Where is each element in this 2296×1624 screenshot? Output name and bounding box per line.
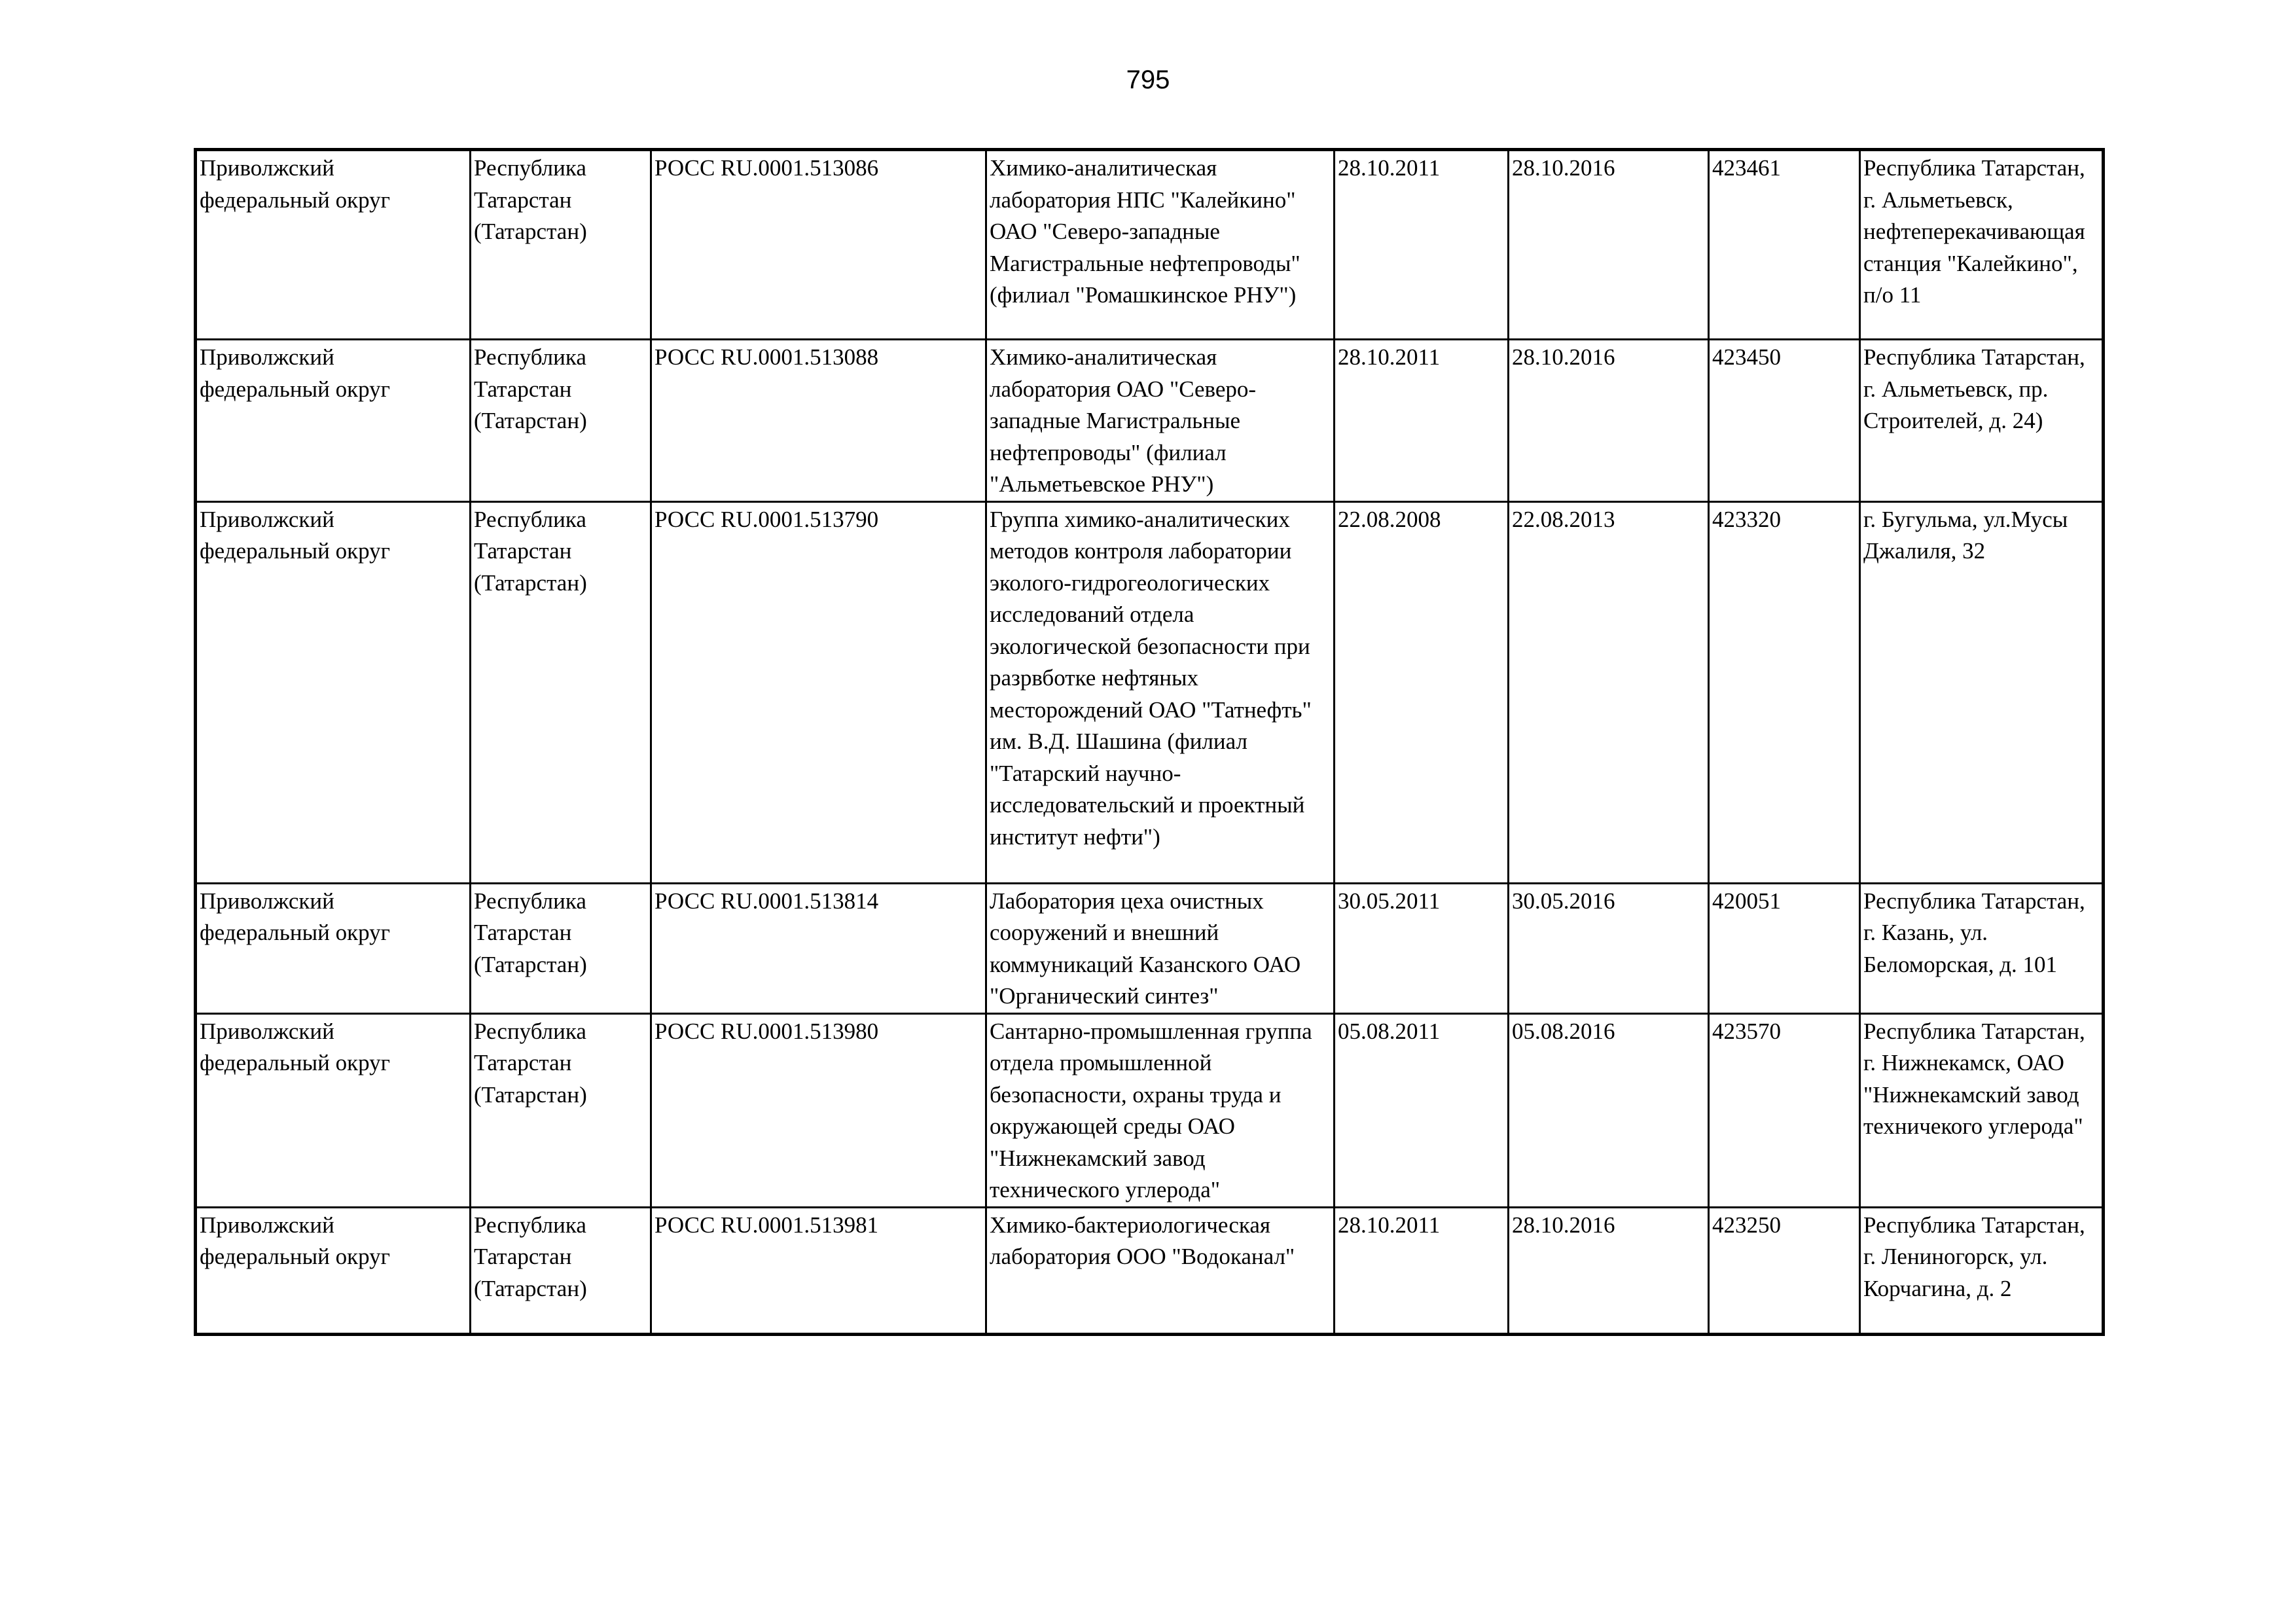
cell-address: Республика Татарстан, г. Казань, ул. Беломорская, д. 101 [1860,883,2104,1013]
cell-date-to: 28.10.2016 [1509,340,1709,502]
cell-date-to: 28.10.2016 [1509,150,1709,340]
laboratory-registry-table [194,148,2105,1336]
cell-certificate-number: РОСС RU.0001.513981 [651,1207,986,1334]
cell-date-from: 22.08.2008 [1335,501,1509,883]
table-row [196,883,2104,1013]
cell-region: Республика Татарстан (Татарстан) [471,1207,651,1334]
table-row [196,150,2104,340]
cell-date-from: 28.10.2011 [1335,1207,1509,1334]
cell-address: г. Бугульма, ул.Мусы Джалиля, 32 [1860,501,2104,883]
cell-region: Республика Татарстан (Татарстан) [471,883,651,1013]
cell-certificate-number: РОСС RU.0001.513088 [651,340,986,502]
cell-federal-district: Приволжский федеральный округ [196,883,471,1013]
table-row [196,501,2104,883]
cell-certificate-number: РОСС RU.0001.513814 [651,883,986,1013]
cell-address: Республика Татарстан, г. Лениногорск, ул. Корчагина, д. 2 [1860,1207,2104,1334]
cell-federal-district: Приволжский федеральный округ [196,340,471,502]
page-number: 795 [1126,65,1170,94]
cell-laboratory-name: Химико-аналитическая лаборатория ОАО "Северо-западные Магистральные нефтепроводы" (филиал "Альметьевское РНУ") [986,340,1335,502]
cell-postal-code: 420051 [1709,883,1860,1013]
cell-region: Республика Татарстан (Татарстан) [471,501,651,883]
cell-postal-code: 423450 [1709,340,1860,502]
cell-date-to: 28.10.2016 [1509,1207,1709,1334]
cell-region: Республика Татарстан (Татарстан) [471,150,651,340]
cell-certificate-number: РОСС RU.0001.513980 [651,1013,986,1207]
cell-date-to: 22.08.2013 [1509,501,1709,883]
cell-laboratory-name: Химико-аналитическая лаборатория НПС "Калейкино" ОАО "Северо-западные Магистральные нефтепроводы" (филиал "Ромашкинское РНУ") [986,150,1335,340]
cell-date-from: 30.05.2011 [1335,883,1509,1013]
cell-postal-code: 423570 [1709,1013,1860,1207]
cell-federal-district: Приволжский федеральный округ [196,501,471,883]
cell-address: Республика Татарстан, г. Нижнекамск, ОАО "Нижнекамский завод техничекого углерода" [1860,1013,2104,1207]
table-row [196,1207,2104,1334]
cell-postal-code: 423250 [1709,1207,1860,1334]
cell-date-to: 05.08.2016 [1509,1013,1709,1207]
cell-certificate-number: РОСС RU.0001.513790 [651,501,986,883]
cell-address: Республика Татарстан, г. Альметьевск, нефтеперекачивающая станция "Калейкино", п/о 11 [1860,150,2104,340]
cell-region: Республика Татарстан (Татарстан) [471,1013,651,1207]
cell-laboratory-name: Лаборатория цеха очистных сооружений и внешний коммуникаций Казанского ОАО "Органический синтез" [986,883,1335,1013]
cell-address: Республика Татарстан, г. Альметьевск, пр. Строителей, д. 24) [1860,340,2104,502]
cell-postal-code: 423320 [1709,501,1860,883]
cell-date-from: 05.08.2011 [1335,1013,1509,1207]
cell-region: Республика Татарстан (Татарстан) [471,340,651,502]
cell-federal-district: Приволжский федеральный округ [196,150,471,340]
cell-federal-district: Приволжский федеральный округ [196,1207,471,1334]
cell-date-from: 28.10.2011 [1335,150,1509,340]
table-row [196,1013,2104,1207]
cell-date-from: 28.10.2011 [1335,340,1509,502]
cell-laboratory-name: Сантарно-промышленная группа отдела промышленной безопасности, охраны труда и окружающей среды ОАО "Нижнекамский завод технического углерода" [986,1013,1335,1207]
cell-certificate-number: РОСС RU.0001.513086 [651,150,986,340]
cell-postal-code: 423461 [1709,150,1860,340]
cell-date-to: 30.05.2016 [1509,883,1709,1013]
table-row [196,340,2104,502]
cell-laboratory-name: Химико-бактериологическая лаборатория ООО "Водоканал" [986,1207,1335,1334]
cell-federal-district: Приволжский федеральный округ [196,1013,471,1207]
cell-laboratory-name: Группа химико-аналитических методов контроля лаборатории эколого-гидрогеологических исследований отдела экологической безопасности при разрвботке нефтяных месторождений ОАО "Татнефть" им. В.Д. Шашина (филиал "Татарский научно-исследовательский и проектный институт нефти") [986,501,1335,883]
